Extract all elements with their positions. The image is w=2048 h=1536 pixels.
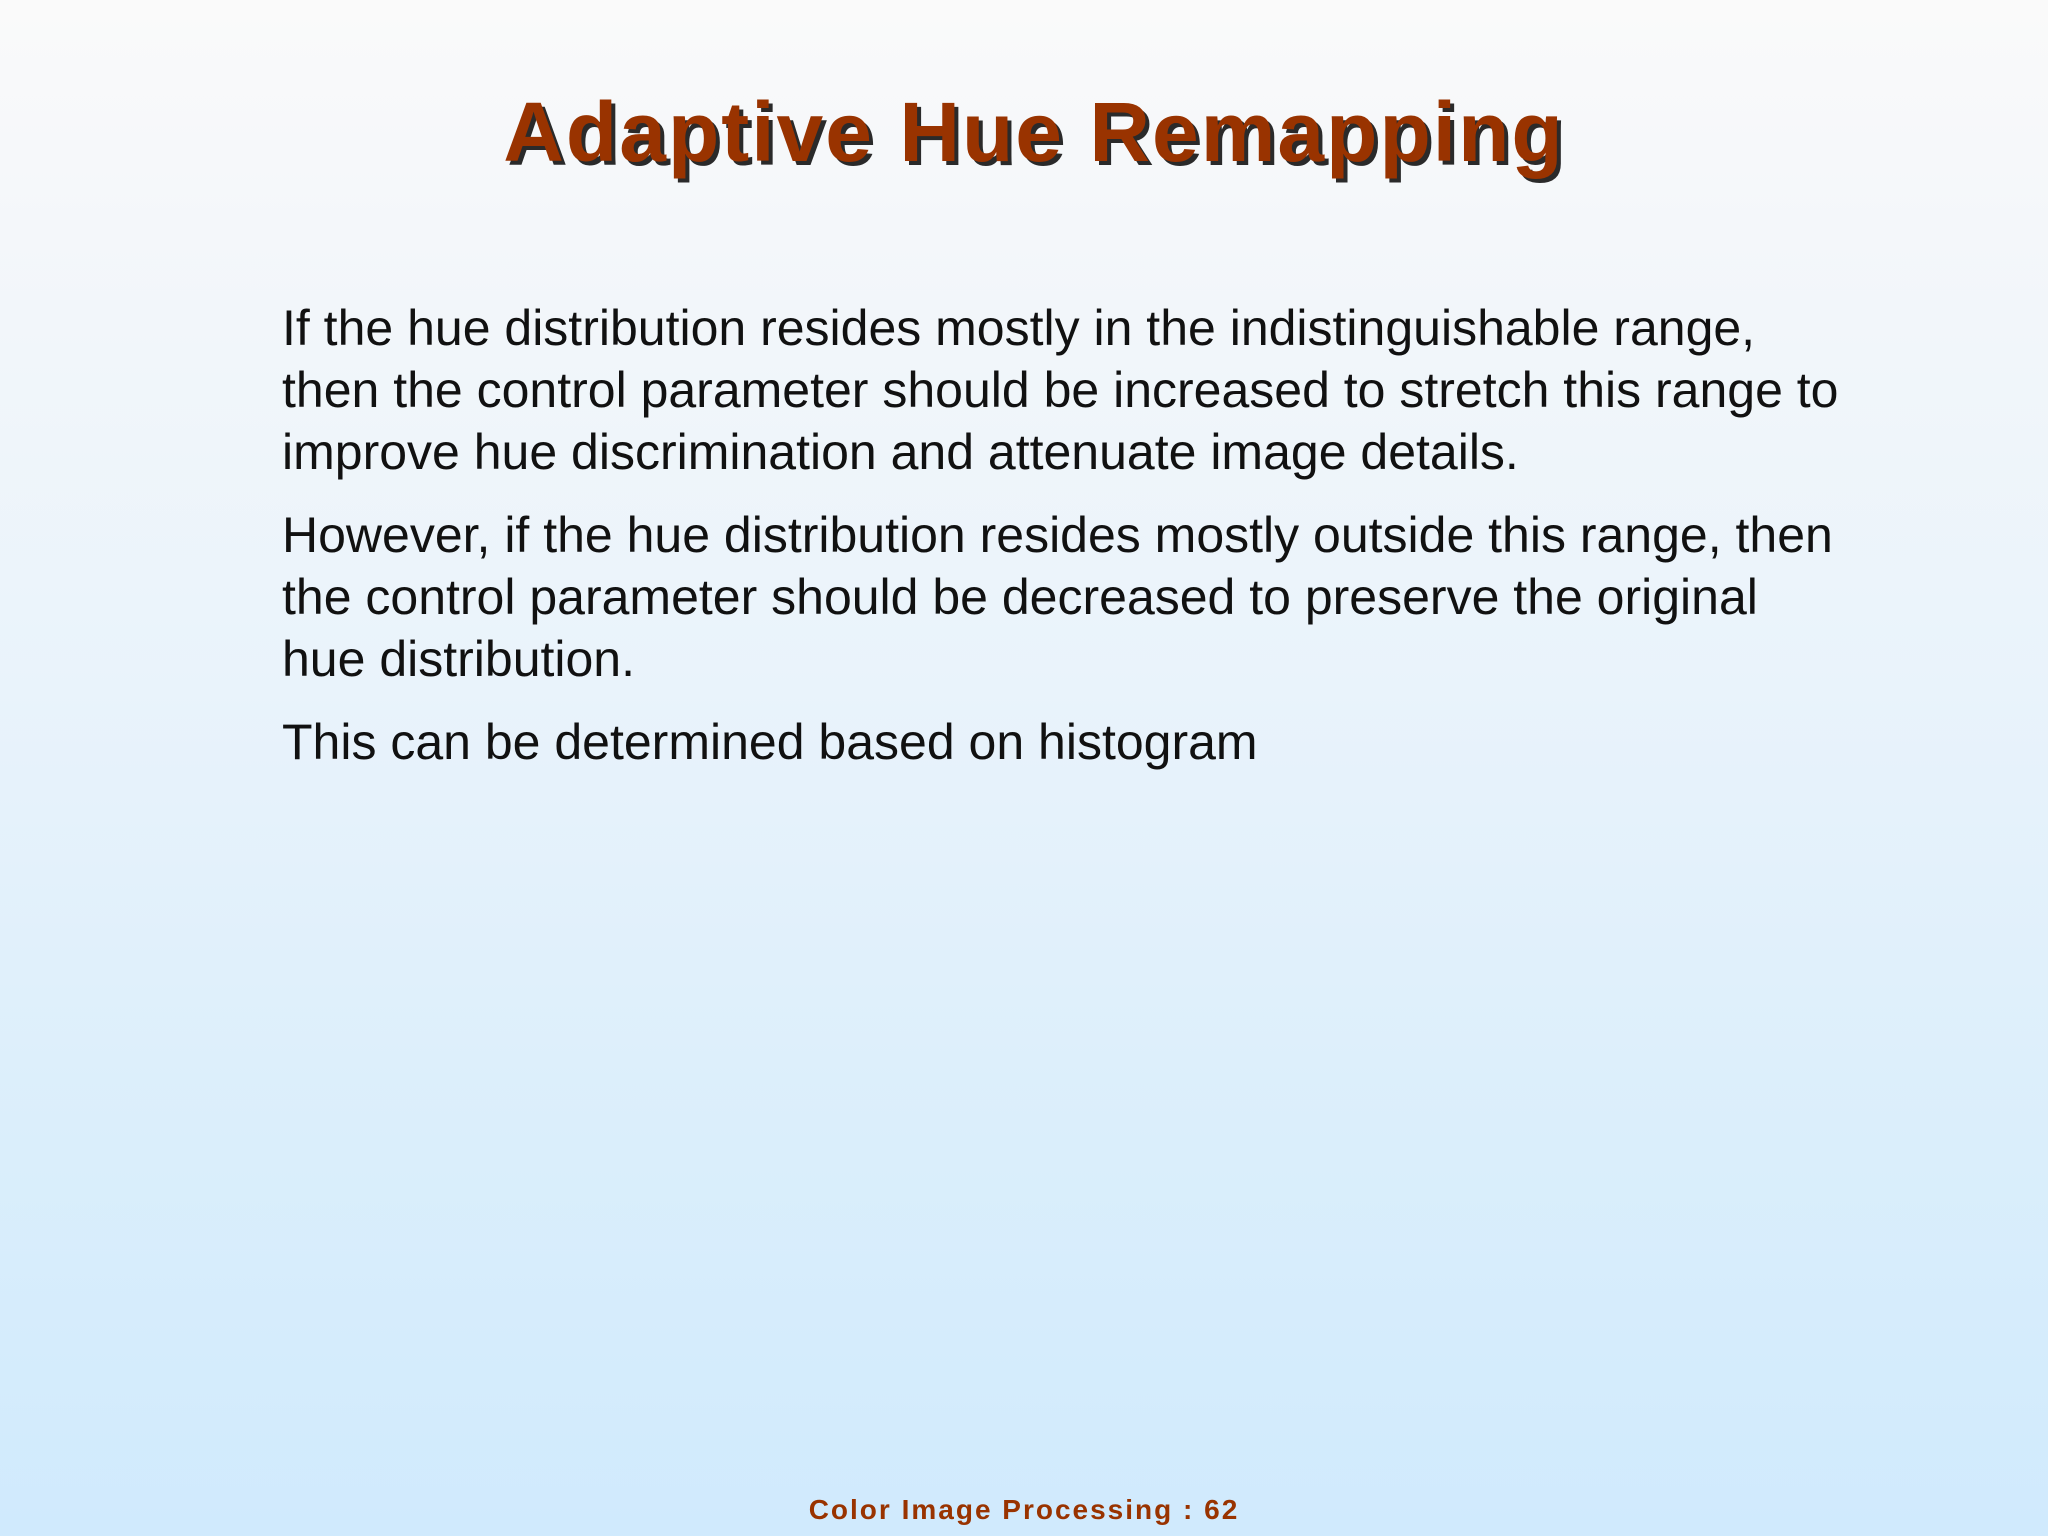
- body-paragraph-3: This can be determined based on histogram: [282, 714, 1258, 770]
- body-paragraph-2: However, if the hue distribution resides mostly outside this range, then the control parameter should be decreased to preserve the original hue distribution.: [282, 507, 1833, 687]
- slide-footer: Color Image Processing : 62: [808, 1494, 1240, 1525]
- slide-title: Adaptive Hue Remapping: [503, 85, 1565, 179]
- body-paragraph-1: If the hue distribution resides mostly in the indistinguishable range, then the control parameter should be increased to stretch this range to improve hue discrimination and attenuate image details.: [282, 300, 1839, 480]
- slide-body: [282, 297, 1842, 794]
